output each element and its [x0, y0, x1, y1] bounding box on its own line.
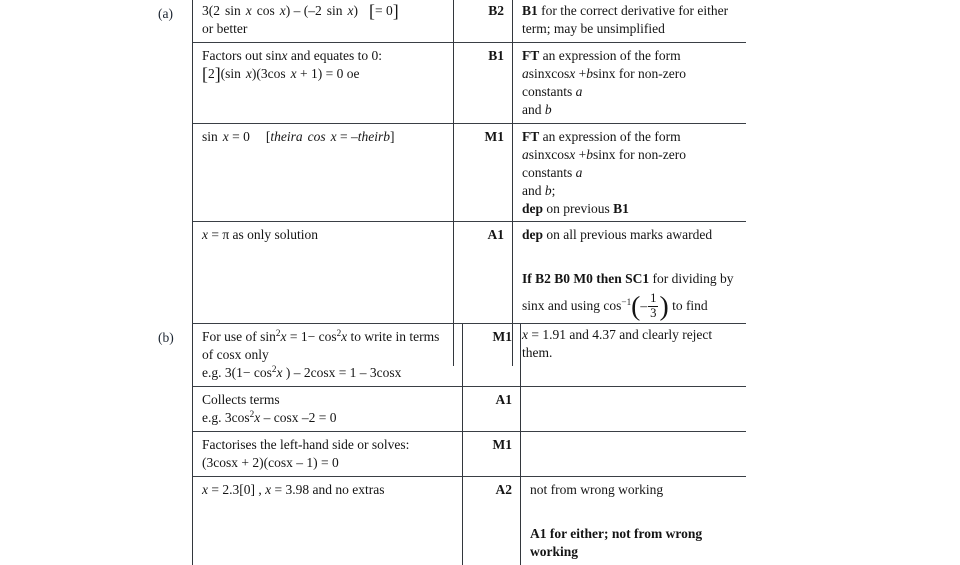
note-dep	[522, 200, 738, 218]
note-body: for the correct derivative for either term; may be unsimplified	[522, 3, 729, 36]
working-cell	[193, 0, 454, 42]
mark-cell: M1	[454, 123, 513, 222]
working-line-2: or better	[202, 20, 248, 36]
ft-code: FT	[522, 47, 540, 63]
working-line-2: of cosx only	[202, 346, 269, 362]
note-fragment-d: and	[522, 101, 545, 117]
notes-cell	[521, 431, 746, 476]
working-line-1: Factorises the left-hand side or solves:	[202, 436, 410, 452]
note-fragment-b: +	[575, 65, 587, 81]
working-oe: oe	[343, 65, 360, 81]
note-spacer	[530, 499, 738, 525]
note-spacer	[522, 244, 738, 270]
part-label-a: (a)	[158, 6, 173, 21]
special-case-line-2: sinx and using $\cos^{-1}(-$ $\frac{1}{3}$ ) to find	[522, 290, 708, 322]
working-fragment-a: For use of sin	[202, 329, 276, 344]
mark-cell: A1	[454, 222, 513, 366]
mark-cell: B2	[454, 0, 513, 42]
cell-spacer	[202, 499, 454, 527]
working-fragment-a: e.g. 3cos	[202, 409, 250, 425]
note-text: not from wrong working	[530, 481, 664, 497]
mark-cell: M1	[463, 431, 521, 476]
cell-spacer	[202, 146, 445, 172]
mark-cell: A1	[463, 386, 521, 431]
notes-cell	[513, 123, 746, 222]
inverse-exponent: −1	[621, 297, 632, 308]
working-fragment-b: = 1− cos	[286, 329, 337, 344]
mark-scheme-table-part-a	[192, 0, 746, 366]
working-cell	[193, 42, 454, 123]
working-cell	[193, 476, 463, 564]
note-text	[522, 2, 738, 38]
working-fragment-b: – cosx –2 = 0	[260, 409, 337, 425]
working-expression: sin x = 0 [theira cos x = –theirb]	[202, 128, 395, 144]
superscript-two: 2	[271, 364, 277, 375]
note-fragment-c: sinx for non-zero constants	[522, 65, 686, 99]
notes-cell	[521, 324, 746, 387]
mark-cell: B1	[454, 42, 513, 123]
working-cell	[193, 324, 463, 387]
fraction-denominator: 3	[650, 305, 657, 320]
table-row	[193, 476, 746, 564]
notes-cell	[513, 42, 746, 123]
mark-cell: M1	[463, 324, 521, 387]
working-line-2: [2](sin x)(3cos x + 1) = 0 oe	[202, 64, 360, 85]
sc-fragment-c: = 1.91 and 4.37 and clearly reject them.	[522, 327, 713, 360]
table-row	[193, 431, 746, 476]
table-row	[193, 123, 746, 222]
working-text: = π as only solution	[208, 227, 319, 243]
note-formula: asinxcosx +bsinx for non-zero constants a	[522, 65, 686, 99]
fraction-numerator: 1	[650, 291, 657, 306]
note-formula: asinxcosx +bsinx for non-zero constants a	[522, 146, 686, 180]
working-cell	[193, 386, 463, 431]
working-expression: x = π as only solution	[202, 227, 319, 243]
note-formula-cont: and b;	[522, 182, 556, 198]
superscript-two: 2	[275, 328, 281, 339]
mark-cell: A2	[463, 476, 521, 564]
note-text	[522, 47, 738, 65]
note-fragment-a: sinxcos	[528, 146, 570, 162]
working-line-1: Collects terms	[202, 391, 280, 407]
sc-fragment-a: sinx and using	[522, 298, 604, 314]
sc-codes: B2 B0 M0	[535, 271, 593, 287]
note-fragment-d: and	[522, 182, 545, 198]
notes-cell	[513, 0, 746, 42]
dep-text: on all previous marks awarded	[543, 227, 713, 243]
sc-if: If	[522, 271, 536, 287]
superscript-two: 2	[249, 409, 255, 420]
working-text-b: and equates to 0:	[287, 47, 382, 63]
dep-code: dep	[522, 227, 544, 243]
mark-scheme-table-part-b	[192, 323, 746, 565]
working-text-a: Factors out sin	[202, 47, 282, 63]
part-label-b: (b)	[158, 330, 174, 345]
table-row	[193, 324, 746, 387]
working-line-1: For use of $\sin^2x = 1- \cos^2x$ to write in terms	[202, 328, 440, 344]
sc-then: then	[592, 271, 626, 287]
cos-symbol: cos	[603, 298, 622, 314]
sc1-code: SC1	[625, 271, 650, 287]
fraction-one-third	[648, 292, 658, 320]
note-fragment-c: sinx for non-zero constants	[522, 146, 686, 180]
working-line-3: e.g. $3(1- \cos^2x$ ) – 2cosx = 1 – 3cosx	[202, 364, 402, 380]
note-fragment-a: sinxcos	[528, 65, 570, 81]
working-fragment-e: ) – 2cosx = 1 – 3cosx	[282, 364, 402, 380]
note-dep	[522, 226, 738, 244]
mark-code: B1	[522, 3, 538, 18]
note-alternative	[530, 525, 738, 561]
working-cell	[193, 123, 454, 222]
special-case-line-1	[522, 270, 738, 288]
sc-fragment-b: to find	[668, 298, 708, 314]
dep-text: on previous	[543, 200, 614, 216]
working-cell	[193, 431, 463, 476]
notes-cell	[521, 386, 746, 431]
notes-cell	[521, 476, 746, 564]
note-text	[522, 128, 738, 146]
table-row	[193, 386, 746, 431]
working-fragment-a: = 2.3[0] ,	[208, 481, 266, 497]
ft-code: FT	[522, 128, 540, 144]
note-body: for either; not from wrong working	[530, 525, 703, 559]
dep-ref-code: B1	[613, 200, 629, 216]
working-fragment-c: to write in terms	[347, 329, 440, 344]
note-body: an expression of the form	[539, 128, 681, 144]
working-fragment-b: = 3.98 and no extras	[271, 481, 385, 497]
dep-code: dep	[522, 200, 544, 216]
note-body: an expression of the form	[539, 47, 681, 63]
table-row	[193, 0, 746, 42]
working-expression: 3(2 sin x cos x) – (–2 sin x) [= 0]	[202, 1, 399, 22]
working-fragment-d: e.g. 3(1− cos	[202, 364, 272, 380]
note-fragment-b: +	[575, 146, 587, 162]
special-case-line-3: x = 1.91 and 4.37 and clearly reject them.	[522, 327, 713, 360]
working-line-2: (3cosx + 2)(cosx – 1) = 0	[202, 454, 339, 470]
superscript-two: 2	[336, 328, 342, 339]
working-line-1: Factors out sinx and equates to 0:	[202, 47, 382, 63]
a1-code: A1	[530, 525, 547, 541]
table-row	[193, 42, 746, 123]
sc-tail: for dividing by	[649, 271, 734, 287]
note-formula-cont: and b	[522, 101, 552, 117]
working-expression: x = 2.3[0] , x = 3.98 and no extras	[202, 481, 385, 497]
working-line-2: e.g. $3\cos^2x$ – cosx –2 = 0	[202, 409, 337, 425]
